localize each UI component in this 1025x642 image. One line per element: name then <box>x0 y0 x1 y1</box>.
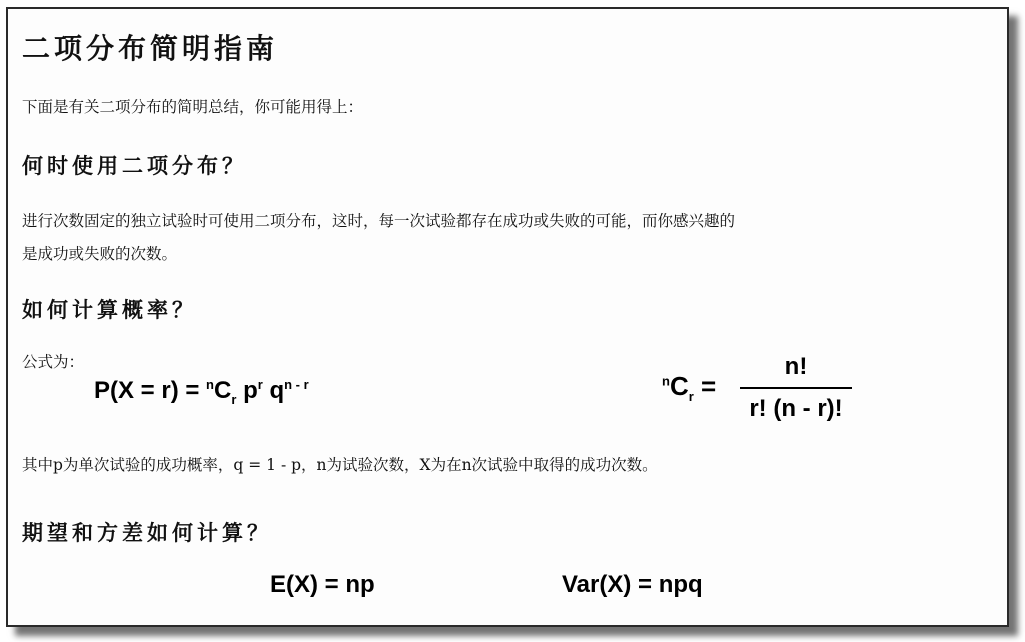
when-heading: 何时使用二项分布？ <box>22 154 247 178</box>
formula-r-subscript: r <box>231 391 237 407</box>
formula-lhs: P(X = r) = <box>94 377 207 404</box>
prob-explanation: 其中p为单次试验的成功概率，q = 1 - p，n为试验次数，X为在n次试验中取得的成功次数。 <box>22 456 658 474</box>
comb-r-subscript: r <box>688 389 694 405</box>
formula-r-superscript: r <box>257 377 263 392</box>
when-text-line-1: 进行次数固定的独立试验时可使用二项分布，这时，每一次试验都存在成功或失败的可能，而你感兴趣的 <box>22 212 736 230</box>
comb-n-superscript: n <box>662 373 670 389</box>
expectation-formula: E(X) = np <box>270 571 375 598</box>
formula-n-minus-r-superscript: n - r <box>284 377 309 392</box>
comb-c: C <box>669 371 689 401</box>
summary-card <box>6 7 1009 627</box>
when-text-line-2: 是成功或失败的次数。 <box>22 245 178 263</box>
formula-n-superscript: n <box>206 377 214 392</box>
formula-q: q <box>262 377 285 404</box>
combination-lhs <box>662 371 716 404</box>
page-title: 二项分布简明指南 <box>22 32 279 65</box>
comb-equals: = <box>693 371 717 401</box>
fraction-bar <box>740 387 852 389</box>
prob-heading: 如何计算概率？ <box>22 298 197 322</box>
formula-p: p <box>236 377 258 404</box>
comb-numerator: n! <box>784 353 808 380</box>
variance-formula: Var(X) = npq <box>562 571 703 598</box>
formula-c: C <box>214 377 232 404</box>
comb-denominator: r! (n - r)! <box>749 395 843 422</box>
binomial-formula <box>94 377 309 407</box>
expect-heading: 期望和方差如何计算？ <box>22 521 272 545</box>
intro-text: 下面是有关二项分布的简明总结，你可能用得上： <box>22 98 364 116</box>
formula-label: 公式为： <box>22 353 85 371</box>
